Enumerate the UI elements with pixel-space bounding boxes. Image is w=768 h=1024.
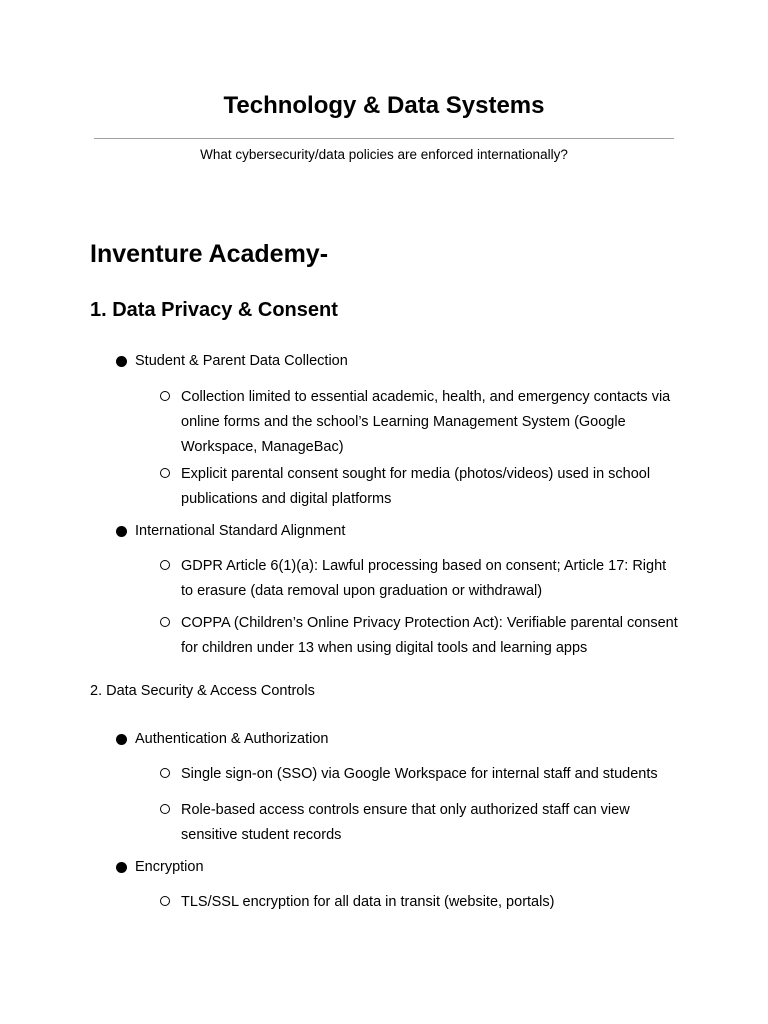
bullet-filled-icon [116,862,127,873]
divider [94,138,674,139]
list-subitem: Role-based access controls ensure that only authorized staff can view sensitive student records [160,798,680,848]
list-subitem: Explicit parental consent sought for media (photos/videos) used in school publications and digital platforms [160,462,680,512]
bullet-hollow-icon [160,391,170,401]
bullet-hollow-icon [160,617,170,627]
bullet-hollow-icon [160,468,170,478]
list-subitem: COPPA (Children’s Online Privacy Protection Act): Verifiable parental consent for children under 13 when using digital tools and learning apps [160,611,680,661]
page-subtitle: What cybersecurity/data policies are enforced internationally? [200,147,568,162]
list-subitem: Collection limited to essential academic, health, and emergency contacts via online forms and the school’s Learning Management System (Google Workspace, ManageBac) [160,385,680,460]
section-heading-privacy: 1. Data Privacy & Consent [90,299,338,321]
school-heading: Inventure Academy- [90,240,329,268]
bullet-hollow-icon [160,768,170,778]
bullet-filled-icon [116,526,127,537]
bullet-hollow-icon [160,804,170,814]
list-subitem: TLS/SSL encryption for all data in transit (website, portals) [160,890,680,915]
bullet-hollow-icon [160,896,170,906]
bullet-hollow-icon [160,560,170,570]
bullet-filled-icon [116,356,127,367]
section-heading-security: 2. Data Security & Access Controls [90,683,315,699]
list-subitem: Single sign-on (SSO) via Google Workspace for internal staff and students [160,762,680,787]
page-title: Technology & Data Systems [223,92,545,119]
list-subitem: GDPR Article 6(1)(a): Lawful processing based on consent; Article 17: Right to erasure (data removal upon graduation or withdrawal) [160,554,680,604]
bullet-filled-icon [116,734,127,745]
